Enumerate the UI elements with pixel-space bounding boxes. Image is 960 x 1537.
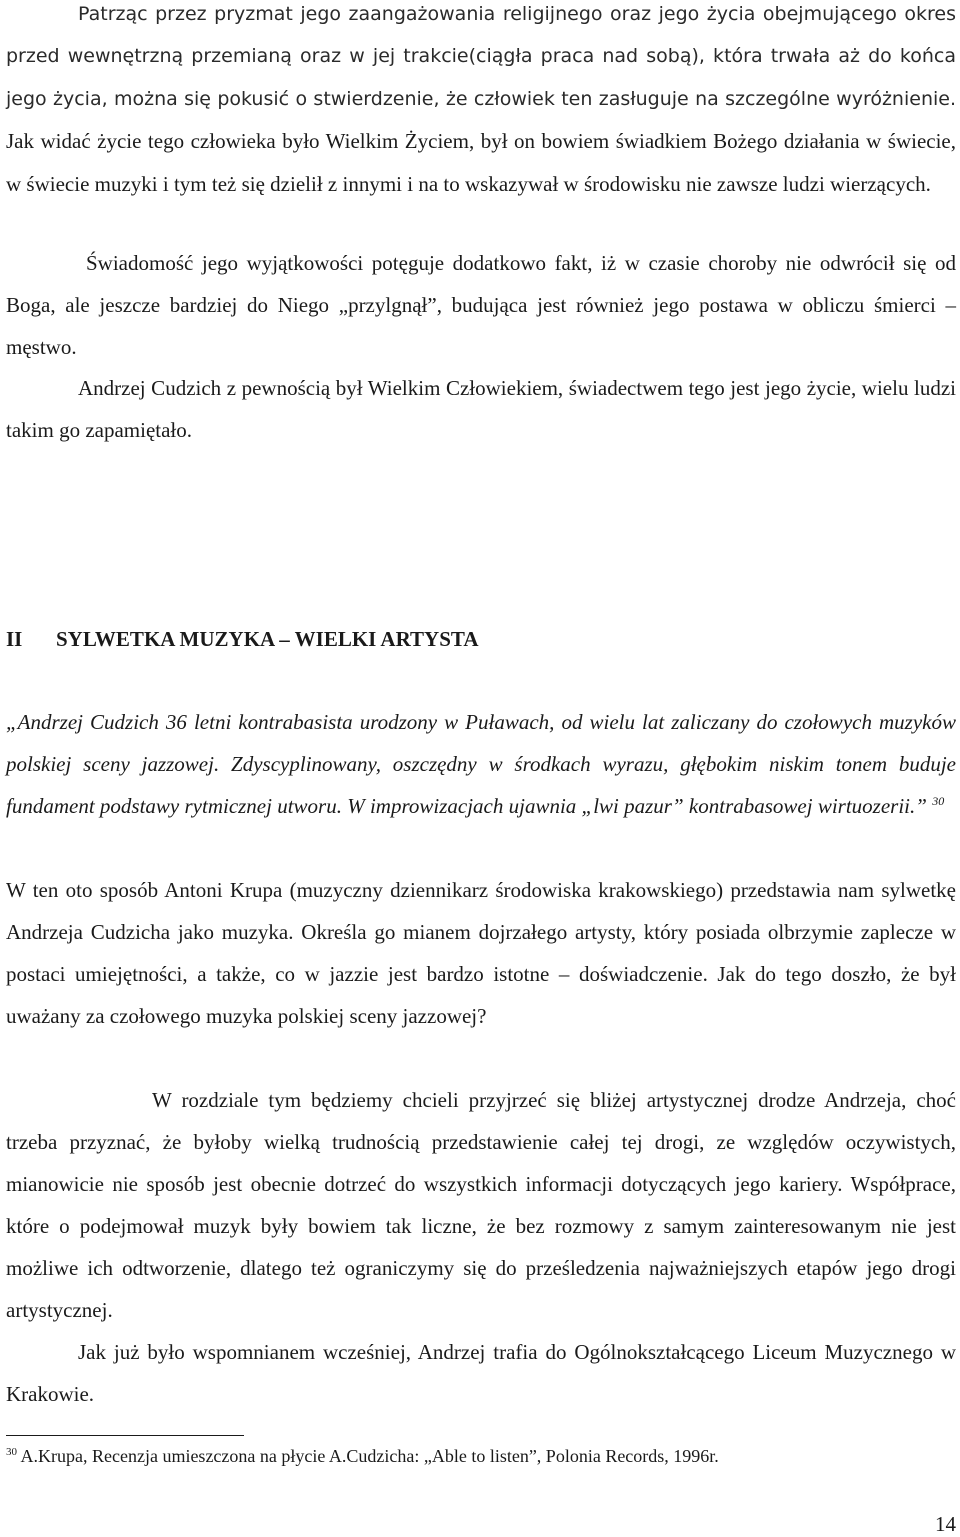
paragraph-chapter-intro: W rozdziale tym będziemy chcieli przyjrzeć się bliżej artystycznej drodze Andrzeja, choć trzeba przyznać, że byłoby wielką trudnością przedstawienie całej tej drogi, ze względów oczywistych, mianowicie nie sposób jest obecnie dotrzeć do wszystkich informacji dotyczących jego kariery. Współprace, które o podejmował muzyk były bowiem tak liczne, że bez rozmowy z samym zainteresowanym nie jest możliwe ich odtworzenie, dlatego też ograniczymy się do prześledzenia najważniejszych etapów jego drogi artystycznej. [6, 1088, 956, 1322]
paragraph-krupa-description: W ten oto sposób Antoni Krupa (muzyczny dziennikarz środowiska krakowskiego) przedstawia nam sylwetkę Andrzeja Cudzicha jako muzyka. Określa go mianem dojrzałego artysty, który posiada olbrzymie zaplecze w postaci umiejętności, a także, co w jazzie jest bardzo istotne – doświadczenie. Jak do tego doszło, że był uważany za czołowego muzyka polskiej sceny jazzowej? [6, 878, 956, 1028]
paragraph-music-school: Jak już było wspomnianem wcześniej, Andrzej trafia do Ogólnokształcącego Liceum Muzycznego w Krakowie. [6, 1340, 956, 1406]
paragraph-text-serif: Jak widać życie tego człowieka było Wielkim Życiem, był on bowiem świadkiem Bożego działania w świecie, w świecie muzyki i tym też się dzielił z innymi i na to wskazywał w środowisku nie zawsze ludzi wierzących. [6, 129, 956, 196]
paragraph-religious-commitment [6, 0, 956, 206]
footnote-number: 30 [6, 1446, 17, 1458]
paragraph-text-sans: Patrząc przez pryzmat jego zaangażowania religijnego oraz jego życia obejmującego okres przed wewnętrzną przemianą oraz w jej trakcie(ciągła praca nad sobą), która trwała aż do końca jego życia, można się pokusić o stwierdzenie, że człowiek ten zasługuje na szczególne wyróżnienie. [6, 3, 956, 110]
quote-text: „Andrzej Cudzich 36 letni kontrabasista urodzony w Puławach, od wielu lat zaliczany do czołowych muzyków polskiej sceny jazzowej. Zdyscyplinowany, oszczędny w środkach wyrazu, głębokim niskim tonem buduje fundament podstawy rytmicznej utworu. W improwizacjach ujawnia „lwi pazur” kontrabasowej wirtuozerii.” [6, 710, 956, 818]
footnote-separator [6, 1435, 244, 1436]
footnote-text: A.Krupa, Recenzja umieszczona na płycie A.Cudzicha: „Able to listen”, Polonia Records, 1996r. [17, 1446, 719, 1466]
page-number: 14 [935, 1512, 956, 1536]
footnote [6, 1444, 956, 1468]
paragraph-great-man: Andrzej Cudzich z pewnością był Wielkim Człowiekiem, świadectwem tego jest jego życie, wielu ludzi takim go zapamiętało. [6, 376, 956, 442]
section-number: II [6, 627, 23, 651]
quote-paragraph [6, 701, 956, 827]
section-title: SYLWETKA MUZYKA – WIELKI ARTYSTA [56, 627, 479, 651]
footnote-reference[interactable]: 30 [932, 794, 945, 808]
section-heading [6, 618, 956, 660]
paragraph-illness-faith: Świadomość jego wyjątkowości potęguje dodatkowo fakt, iż w czasie choroby nie odwrócił się od Boga, ale jeszcze bardziej do Niego „przylgnął”, budująca jest również jego postawa w obliczu śmierci – męstwo. [6, 251, 956, 359]
